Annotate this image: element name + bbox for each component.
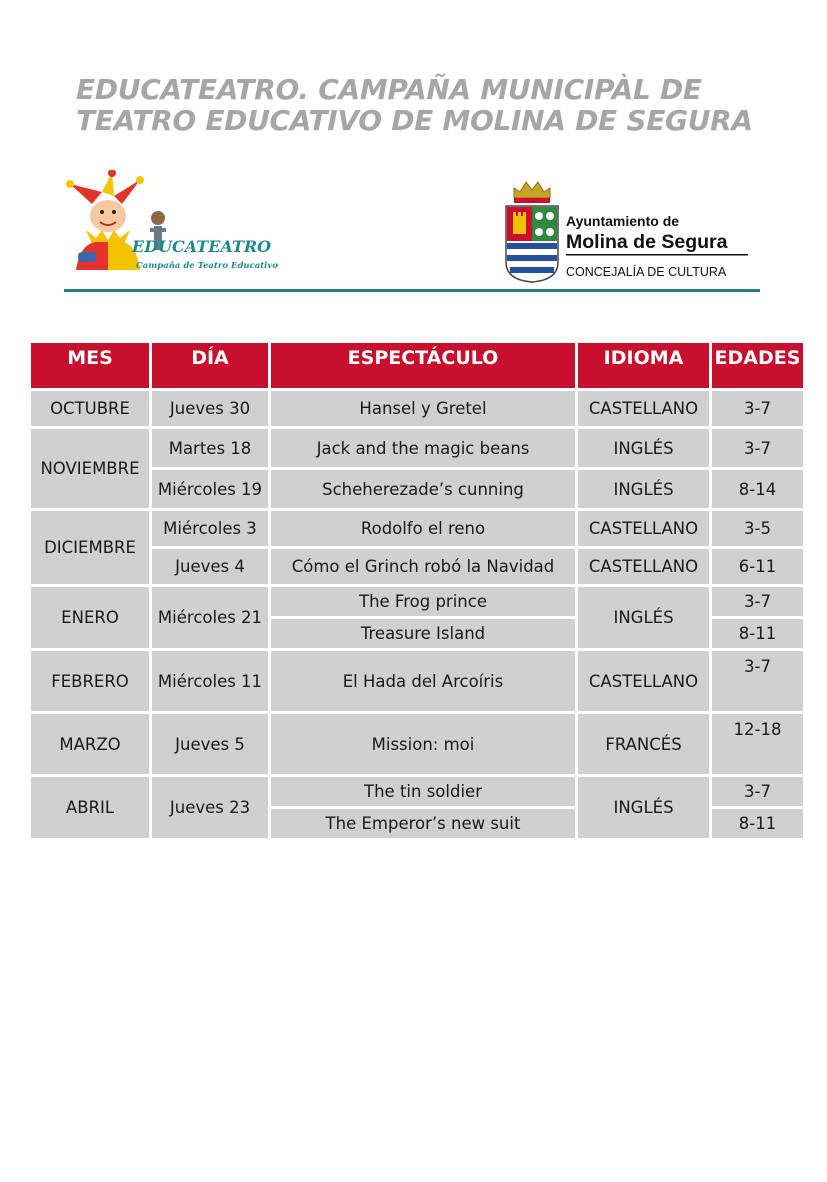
- cell-dia: Jueves 23: [152, 777, 268, 838]
- cell-edades: 8-11: [712, 809, 803, 838]
- ayuntamiento-line-2: Molina de Segura: [566, 231, 728, 253]
- cell-edades: 12-18: [712, 714, 803, 774]
- table-row: [31, 511, 803, 546]
- header-espectaculo: ESPECTÁCULO: [271, 343, 575, 388]
- schedule-table: [28, 340, 806, 841]
- logo-name: EDUCATEATRO: [132, 237, 272, 256]
- table-row: [31, 651, 803, 711]
- cell-mes: NOVIEMBRE: [31, 429, 149, 508]
- cell-dia: Miércoles 3: [152, 511, 268, 546]
- educateatro-logo: [62, 170, 282, 280]
- cell-edades: 3-7: [712, 651, 803, 711]
- cell-espectaculo: El Hada del Arcoíris: [271, 651, 575, 711]
- cell-mes: MARZO: [31, 714, 149, 774]
- cell-edades: 3-7: [712, 391, 803, 426]
- cell-mes: FEBRERO: [31, 651, 149, 711]
- header-mes: MES: [31, 343, 149, 388]
- cell-dia: Martes 18: [152, 429, 268, 467]
- header-divider: [64, 289, 760, 292]
- table-header-row: [31, 343, 803, 388]
- cell-espectaculo: The Emperor’s new suit: [271, 809, 575, 838]
- cell-dia: Jueves 5: [152, 714, 268, 774]
- cell-dia: Jueves 30: [152, 391, 268, 426]
- cell-idioma: INGLÉS: [578, 429, 709, 467]
- page-title: [76, 74, 796, 136]
- cell-edades: 3-7: [712, 777, 803, 806]
- header-idioma: IDIOMA: [578, 343, 709, 388]
- coat-of-arms-icon: [506, 182, 558, 282]
- cell-idioma: CASTELLANO: [578, 549, 709, 584]
- cell-dia: Miércoles 19: [152, 470, 268, 508]
- cell-espectaculo: The tin soldier: [271, 777, 575, 806]
- table-row: [31, 777, 803, 806]
- ayuntamiento-logo: [500, 176, 765, 286]
- header-edades: EDADES: [712, 343, 803, 388]
- cell-edades: 3-5: [712, 511, 803, 546]
- cell-espectaculo: Cómo el Grinch robó la Navidad: [271, 549, 575, 584]
- table-row: [31, 391, 803, 426]
- ayuntamiento-line-1: Ayuntamiento de: [566, 213, 680, 229]
- cell-edades: 6-11: [712, 549, 803, 584]
- cell-mes: ABRIL: [31, 777, 149, 838]
- cell-mes: OCTUBRE: [31, 391, 149, 426]
- table-row: [31, 429, 803, 467]
- cell-edades: 8-14: [712, 470, 803, 508]
- cell-idioma: CASTELLANO: [578, 511, 709, 546]
- cell-edades: 8-11: [712, 619, 803, 648]
- cell-dia: Miércoles 21: [152, 587, 268, 648]
- cell-espectaculo: The Frog prince: [271, 587, 575, 616]
- header-dia: DÍA: [152, 343, 268, 388]
- cell-mes: ENERO: [31, 587, 149, 648]
- cell-mes: DICIEMBRE: [31, 511, 149, 584]
- cell-idioma: FRANCÉS: [578, 714, 709, 774]
- logo-tagline: Campaña de Teatro Educativo: [136, 261, 279, 271]
- cell-idioma: INGLÉS: [578, 777, 709, 838]
- cell-idioma: CASTELLANO: [578, 651, 709, 711]
- cell-espectaculo: Treasure Island: [271, 619, 575, 648]
- cell-edades: 3-7: [712, 429, 803, 467]
- cell-dia: Miércoles 11: [152, 651, 268, 711]
- cell-dia: Jueves 4: [152, 549, 268, 584]
- cell-espectaculo: Scheherezade’s cunning: [271, 470, 575, 508]
- cell-idioma: CASTELLANO: [578, 391, 709, 426]
- title-line-1: EDUCATEATRO. CAMPAÑA MUNICIPÀL DE: [76, 73, 702, 106]
- cell-espectaculo: Rodolfo el reno: [271, 511, 575, 546]
- table-row: [31, 714, 803, 774]
- ayuntamiento-line-3: CONCEJALÍA DE CULTURA: [566, 265, 727, 279]
- table-row: [31, 587, 803, 616]
- title-line-2: TEATRO EDUCATIVO DE MOLINA DE SEGURA: [76, 104, 753, 137]
- cell-idioma: INGLÉS: [578, 470, 709, 508]
- cell-edades: 3-7: [712, 587, 803, 616]
- cell-espectaculo: Jack and the magic beans: [271, 429, 575, 467]
- cell-espectaculo: Mission: moi: [271, 714, 575, 774]
- cell-idioma: INGLÉS: [578, 587, 709, 648]
- cell-espectaculo: Hansel y Gretel: [271, 391, 575, 426]
